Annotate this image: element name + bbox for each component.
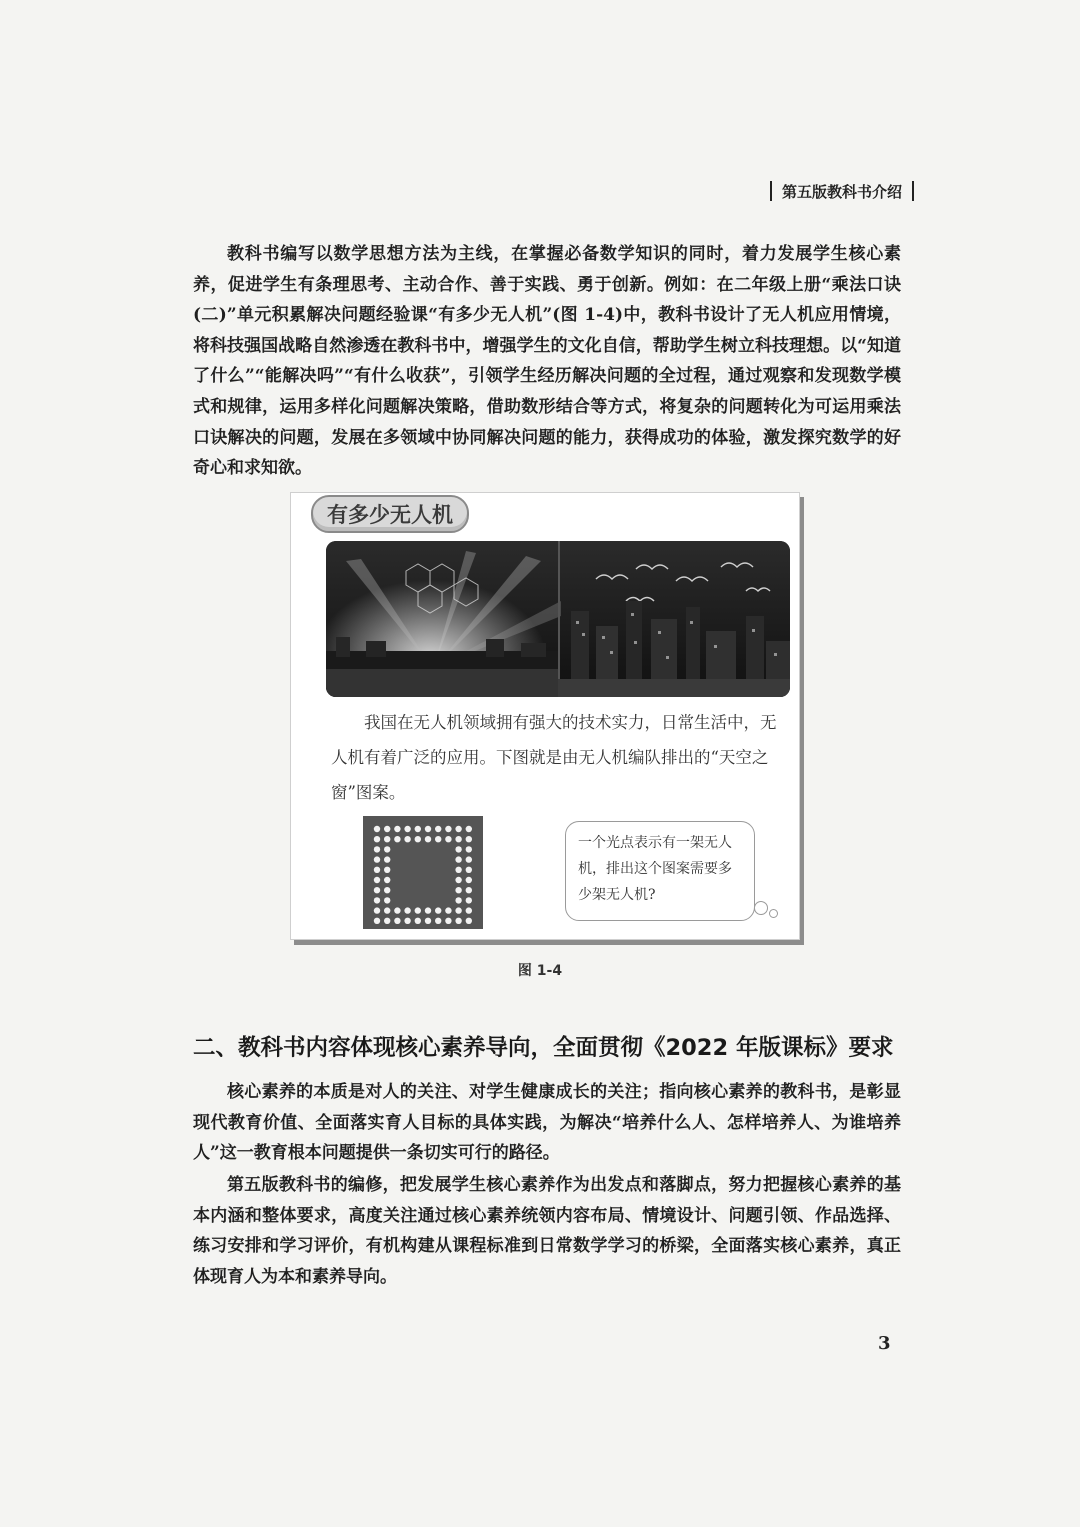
drone-dot (435, 826, 441, 832)
drone-dot (404, 836, 410, 842)
drone-dot (384, 846, 390, 852)
drone-dot (374, 856, 380, 862)
header-divider (770, 181, 772, 201)
drone-dot (455, 856, 461, 862)
drone-dot (374, 846, 380, 852)
drone-dot (404, 826, 410, 832)
bubble-tail (754, 901, 768, 915)
drone-dot (455, 897, 461, 903)
drone-dot (445, 826, 451, 832)
drone-dot (455, 826, 461, 832)
drone-show-photo (326, 541, 790, 697)
drone-dot (466, 887, 472, 893)
drone-dot (445, 907, 451, 913)
drone-dot (394, 918, 400, 924)
drone-dot (425, 826, 431, 832)
drone-dot (374, 897, 380, 903)
drone-dot (466, 907, 472, 913)
drone-dot (374, 877, 380, 883)
drone-dot (374, 918, 380, 924)
drone-dot (384, 836, 390, 842)
drone-dot (404, 918, 410, 924)
drone-dot (455, 877, 461, 883)
drone-dot (384, 826, 390, 832)
figure-drone (290, 492, 800, 940)
drone-dot (374, 907, 380, 913)
paragraph-1: 教科书编写以数学思想方法为主线，在掌握必备数学知识的同时，着力发展学生核心素养，促进学生有条理思考、主动合作、善于实践、勇于创新。例如：在二年级上册“乘法口诀(二)”单元积累解决问题经验课“有多少无人机”(图 1-4)中，教科书设计了无人机应用情境，将科技强国战略自然渗透在教科书中，增强学生的文化自信，帮助学生树立科技理想。以“知道了什么”“能解决吗”“有什么收获”，引领学生经历解决问题的全过程，通过观察和发现数学模式和规律，运用多样化问题解决策略，借助数形结合等方式，将复杂的问题转化为可运用乘法口诀解决的问题，发展在多领域中协同解决问题的能力，获得成功的体验，激发探究数学的好奇心和求知欲。 (193, 244, 901, 479)
drone-dot (374, 836, 380, 842)
drone-dot (466, 867, 472, 873)
drone-dot (394, 907, 400, 913)
drone-dot (384, 918, 390, 924)
drone-dot (384, 877, 390, 883)
figure-description: 我国在无人机领域拥有强大的技术实力，日常生活中，无人机有着广泛的应用。下图就是由无人机编队排出的“天空之窗”图案。 (331, 713, 777, 802)
header-divider (912, 181, 914, 201)
drone-dot (466, 826, 472, 832)
drone-dot (445, 836, 451, 842)
drone-dot (415, 836, 421, 842)
drone-dot (374, 826, 380, 832)
running-title: 第五版教科书介绍 (782, 182, 903, 201)
drone-dot (466, 856, 472, 862)
question-bubble: 一个光点表示有一架无人机，排出这个图案需要多少架无人机? (565, 821, 755, 921)
drone-dot (455, 887, 461, 893)
sky-window-pattern (363, 816, 483, 929)
drone-dot (445, 918, 451, 924)
drone-dot (425, 836, 431, 842)
drone-dot (466, 846, 472, 852)
drone-dot (466, 897, 472, 903)
drone-dot (374, 867, 380, 873)
drone-dot (455, 836, 461, 842)
paragraph-2: 核心素养的本质是对人的关注、对学生健康成长的关注；指向核心素养的教科书，是彰显现代教育价值、全面落实育人目标的具体实践，为解决“培养什么人、怎样培养人、为谁培养人”这一教育根本问题提供一条切实可行的路径。 (193, 1082, 901, 1164)
drone-dot (415, 918, 421, 924)
drone-dot (384, 867, 390, 873)
drone-dot (455, 918, 461, 924)
drone-dot (384, 887, 390, 893)
page-number: 3 (878, 1333, 891, 1354)
drone-dot (455, 907, 461, 913)
paragraph-3: 第五版教科书的编修，把发展学生核心素养作为出发点和落脚点，努力把握核心素养的基本内涵和整体要求，高度关注通过核心素养统领内容布局、情境设计、问题引领、作品选择、练习安排和学习评价，有机构建从课程标准到日常数学学习的桥梁，全面落实核心素养，真正体现育人为本和素养导向。 (193, 1175, 901, 1287)
drone-dot (435, 836, 441, 842)
drone-dot (466, 918, 472, 924)
drone-dot (455, 846, 461, 852)
drone-dot (435, 907, 441, 913)
drone-dot (384, 907, 390, 913)
drone-dot (435, 918, 441, 924)
drone-dot (466, 877, 472, 883)
drone-dot (425, 907, 431, 913)
running-header (770, 178, 940, 204)
bubble-tail (769, 909, 778, 918)
drone-dot (466, 836, 472, 842)
drone-dot (415, 826, 421, 832)
drone-dot (425, 918, 431, 924)
drone-dot (455, 867, 461, 873)
figure-caption: 图 1-4 (517, 963, 563, 979)
drone-dot (394, 836, 400, 842)
drone-dot (404, 907, 410, 913)
figure-title: 有多少无人机 (311, 495, 469, 533)
section-heading: 二、教科书内容体现核心素养导向，全面贯彻《2022 年版课标》要求 (193, 1035, 894, 1061)
drone-dot (415, 907, 421, 913)
drone-dot (384, 856, 390, 862)
drone-dot (374, 887, 380, 893)
drone-dot (384, 897, 390, 903)
drone-dot (394, 826, 400, 832)
